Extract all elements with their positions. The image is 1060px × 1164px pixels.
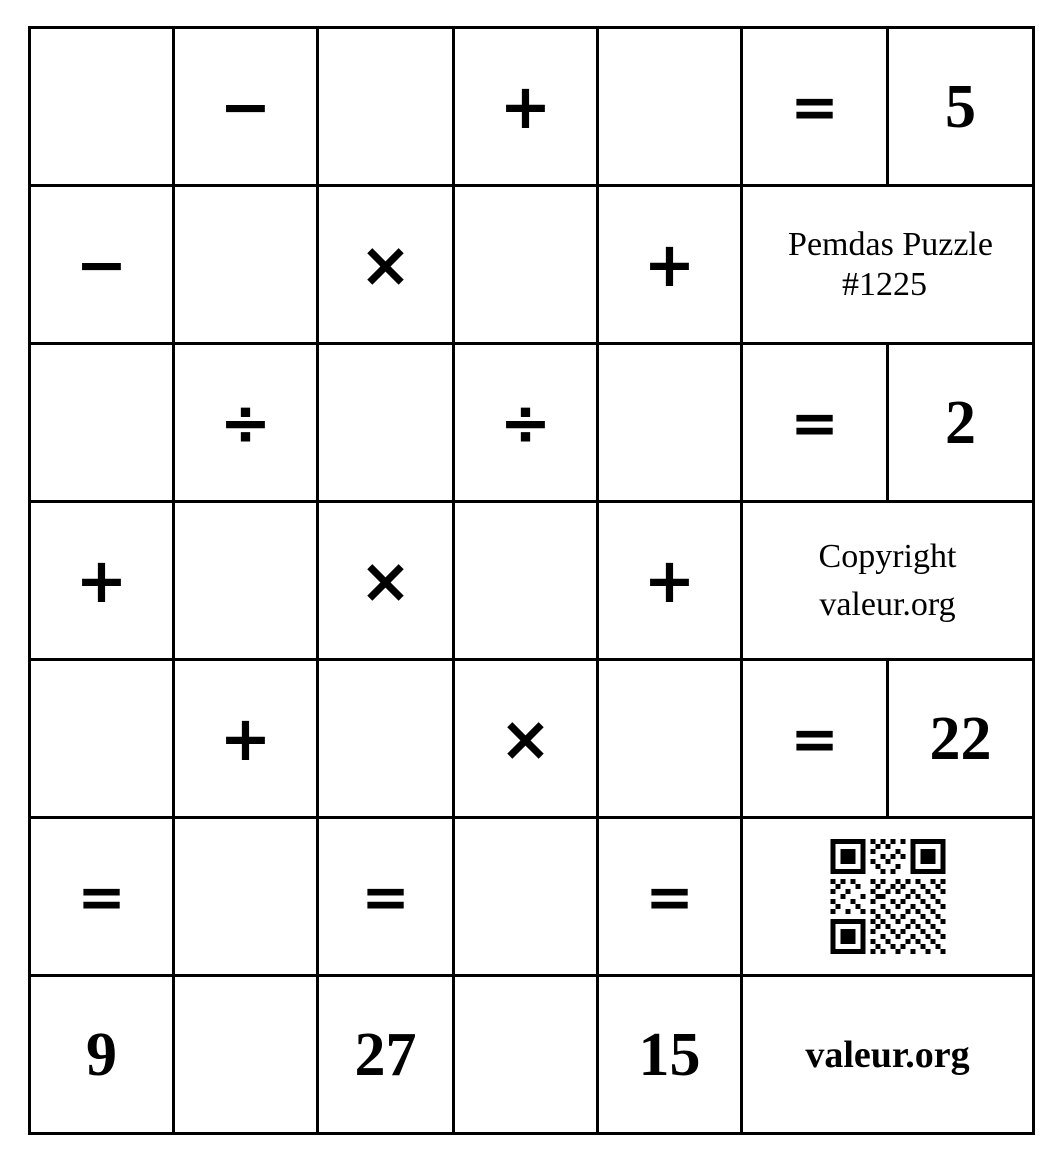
puzzle-grid (28, 26, 1035, 1135)
qr-code-icon (813, 834, 963, 959)
cell-r4c4[interactable] (598, 660, 742, 818)
cell-r5c3-filler (454, 818, 598, 976)
cell-r1c3-filler (454, 186, 598, 344)
plus-icon: + (643, 227, 696, 301)
cell-r6c0-column-result (30, 976, 174, 1134)
equals-icon: = (645, 862, 694, 931)
cell-r2c3-operator (454, 344, 598, 502)
grid-row (30, 660, 1034, 818)
cell-r3c0-operator (30, 502, 174, 660)
divide-icon: ÷ (219, 385, 272, 459)
cell-r3c4-operator (598, 502, 742, 660)
copyright-cell (742, 502, 1034, 660)
cell-r0c6-result (888, 28, 1034, 186)
cell-r0c3-operator (454, 28, 598, 186)
plus-icon: + (219, 701, 272, 775)
copyright-line-2: valeur.org (819, 585, 956, 623)
grid-row (30, 976, 1034, 1134)
cell-r3c2-operator (318, 502, 454, 660)
row-result-value: 5 (945, 72, 976, 141)
cell-r4c2[interactable] (318, 660, 454, 818)
grid-row (30, 28, 1034, 186)
equals-icon: = (77, 862, 126, 931)
row-result-value: 2 (945, 388, 976, 457)
multiply-icon: × (359, 543, 412, 617)
cell-r2c0[interactable] (30, 344, 174, 502)
grid-row (30, 502, 1034, 660)
cell-r6c4-column-result (598, 976, 742, 1134)
row-result-value: 22 (929, 704, 992, 773)
equals-icon: = (790, 388, 839, 457)
cell-r3c1-filler (174, 502, 318, 660)
cell-r2c1-operator (174, 344, 318, 502)
cell-r4c0[interactable] (30, 660, 174, 818)
cell-r6c1-filler (174, 976, 318, 1134)
cell-r2c2[interactable] (318, 344, 454, 502)
cell-r0c5-equals (742, 28, 888, 186)
column-result-value: 15 (638, 1020, 701, 1089)
column-result-value: 27 (354, 1020, 417, 1089)
cell-r1c1-filler (174, 186, 318, 344)
column-result-value: 9 (86, 1020, 117, 1089)
equals-icon: = (790, 72, 839, 141)
cell-r1c0-operator (30, 186, 174, 344)
cell-r2c6-result (888, 344, 1034, 502)
minus-icon: − (75, 227, 128, 301)
copyright-line-1: Copyright (818, 538, 957, 576)
cell-r5c1-filler (174, 818, 318, 976)
puzzle-title-cell (742, 186, 1034, 344)
cell-r1c4-operator (598, 186, 742, 344)
cell-r5c0-equals (30, 818, 174, 976)
equals-icon: = (790, 704, 839, 773)
cell-r6c2-column-result (318, 976, 454, 1134)
multiply-icon: × (359, 227, 412, 301)
cell-r3c3-filler (454, 502, 598, 660)
cell-r4c6-result (888, 660, 1034, 818)
cell-r0c0[interactable] (30, 28, 174, 186)
cell-r4c3-operator (454, 660, 598, 818)
cell-r4c1-operator (174, 660, 318, 818)
qr-code-cell[interactable] (742, 818, 1034, 976)
plus-icon: + (643, 543, 696, 617)
cell-r5c2-equals (318, 818, 454, 976)
grid-row (30, 186, 1034, 344)
multiply-icon: × (499, 701, 552, 775)
cell-r0c1-operator (174, 28, 318, 186)
minus-icon: − (219, 69, 272, 143)
equals-icon: = (361, 862, 410, 931)
divide-icon: ÷ (499, 385, 552, 459)
cell-r0c2[interactable] (318, 28, 454, 186)
cell-r1c2-operator (318, 186, 454, 344)
cell-r6c3-filler (454, 976, 598, 1134)
brand-cell[interactable] (742, 976, 1034, 1134)
grid-row (30, 818, 1034, 976)
cell-r2c4[interactable] (598, 344, 742, 502)
plus-icon: + (499, 69, 552, 143)
cell-r0c4[interactable] (598, 28, 742, 186)
cell-r4c5-equals (742, 660, 888, 818)
cell-r5c4-equals (598, 818, 742, 976)
puzzle-title: Pemdas Puzzle #1225 (788, 226, 993, 303)
cell-r2c5-equals (742, 344, 888, 502)
brand-label: valeur.org (805, 1033, 970, 1076)
grid-row (30, 344, 1034, 502)
qr-code-holder (743, 819, 1032, 974)
plus-icon: + (75, 543, 128, 617)
